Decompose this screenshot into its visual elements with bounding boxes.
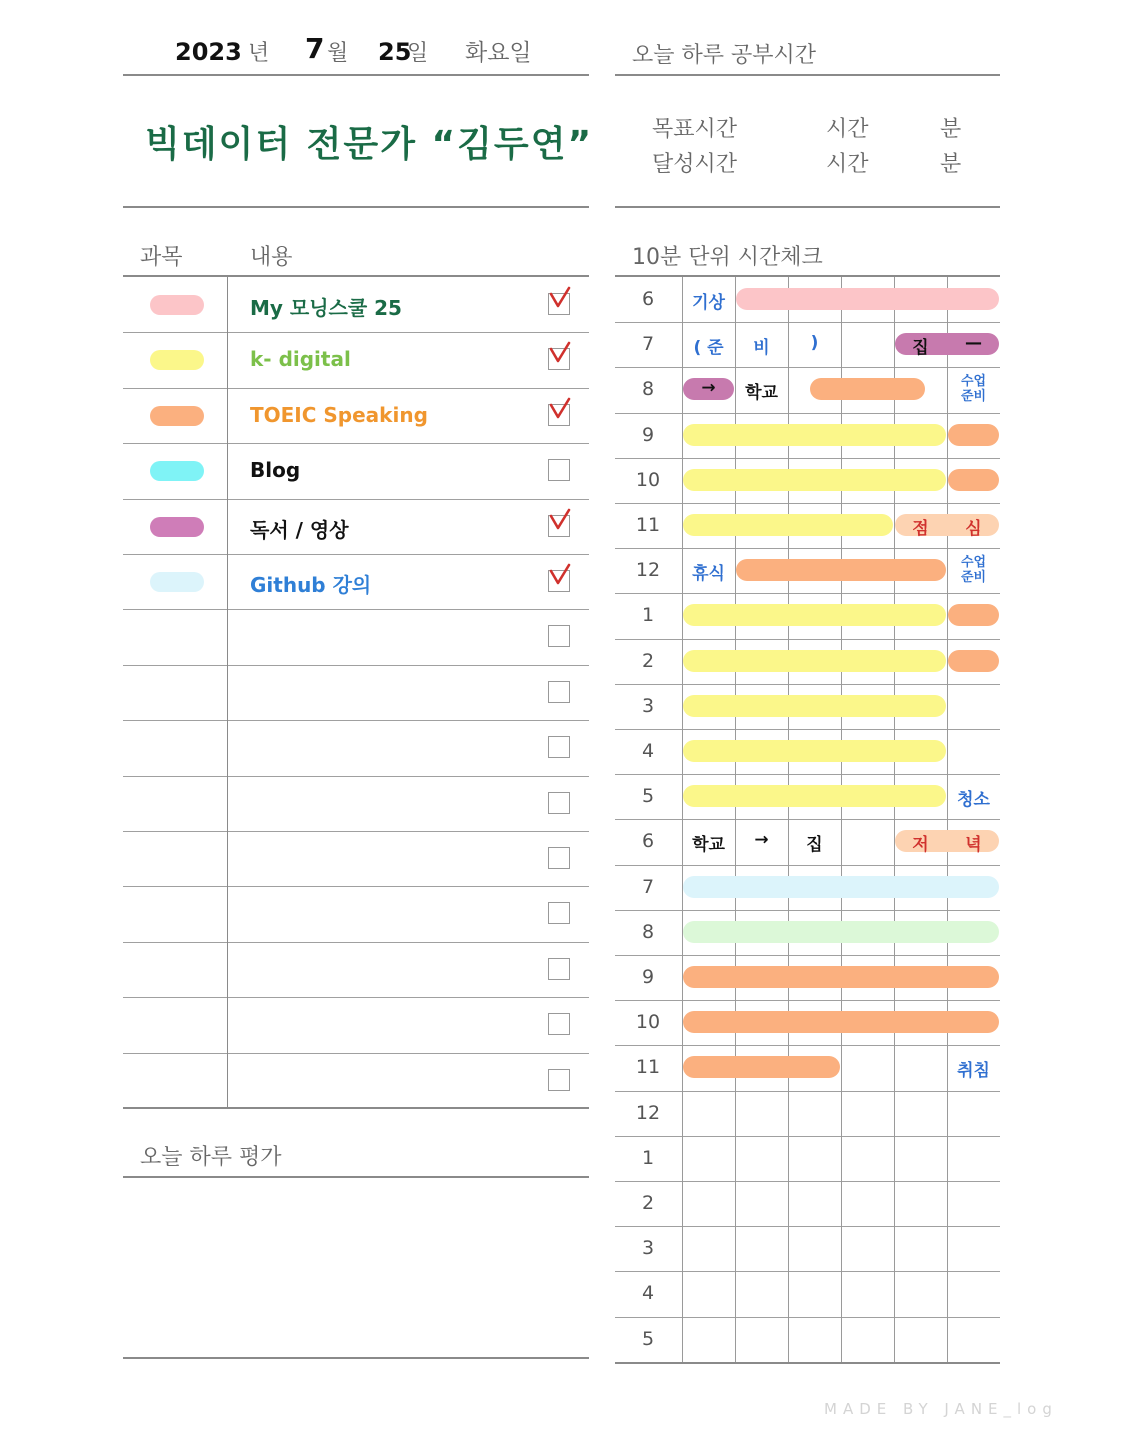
task-checkbox[interactable] [548, 958, 570, 980]
divider [615, 865, 1000, 866]
done-time-label: 달성시간 [652, 152, 738, 177]
hour-label: 12 [635, 1101, 661, 1124]
task-text[interactable]: 독서 / 영상 [250, 517, 349, 542]
done-minute-unit: 분 [940, 152, 962, 177]
time-block [683, 469, 946, 491]
divider [615, 910, 1000, 911]
date-day: 25 [378, 38, 412, 66]
checkmark-icon [547, 508, 573, 534]
task-column-divider [227, 277, 228, 1108]
date-year-unit: 년 [248, 41, 270, 66]
divider [615, 684, 1000, 685]
time-block [948, 604, 999, 626]
time-block [683, 785, 946, 807]
time-note: 기상 [692, 293, 725, 313]
time-block [683, 1011, 999, 1033]
divider [123, 720, 589, 721]
divider [123, 776, 589, 777]
subject-color-swatch [150, 295, 204, 315]
divider [123, 1357, 589, 1359]
hour-label: 7 [641, 333, 655, 356]
divider [123, 1107, 589, 1109]
divider [615, 1091, 1000, 1092]
divider [615, 1362, 1000, 1364]
divider [615, 1226, 1000, 1227]
divider [615, 503, 1000, 504]
divider [615, 955, 1000, 956]
time-note: 휴식 [692, 564, 725, 585]
task-checkbox[interactable] [548, 570, 570, 592]
checkmark-icon [547, 397, 573, 423]
divider [615, 819, 1000, 820]
divider [615, 1136, 1000, 1137]
grid-column-divider [682, 277, 683, 1362]
divider [123, 206, 589, 208]
hour-label: 9 [641, 423, 655, 446]
time-block [683, 650, 946, 672]
review-area[interactable] [123, 1178, 589, 1356]
task-checkbox[interactable] [548, 404, 570, 426]
time-note: 학교 [745, 383, 778, 404]
time-note: 저 [912, 835, 929, 856]
hour-label: 11 [635, 1056, 661, 1079]
divider [615, 729, 1000, 730]
date-month-unit: 월 [327, 41, 349, 66]
subject-color-swatch [150, 350, 204, 370]
goal-hour-unit: 시간 [826, 117, 869, 142]
time-block [683, 514, 893, 536]
goal-time-label: 목표시간 [652, 117, 738, 142]
time-note: 수업 준비 [960, 555, 987, 586]
hour-label: 4 [641, 1282, 655, 1305]
task-checkbox[interactable] [548, 515, 570, 537]
time-block [948, 469, 999, 491]
divider [123, 609, 589, 610]
task-checkbox[interactable] [548, 847, 570, 869]
divider [123, 443, 589, 444]
watermark: MADE BY JANE_log [824, 1400, 1058, 1418]
hour-label: 10 [635, 468, 661, 491]
task-text[interactable]: k- digital [250, 347, 351, 372]
task-checkbox[interactable] [548, 293, 570, 315]
subject-color-swatch [150, 461, 204, 481]
time-note: 집 [806, 835, 823, 856]
hour-label: 3 [641, 694, 655, 717]
checkmark-icon [547, 286, 573, 312]
time-note: 녁 [965, 835, 982, 856]
hour-label: 9 [641, 966, 655, 988]
time-block [948, 424, 999, 446]
divider [123, 74, 589, 76]
task-checkbox[interactable] [548, 902, 570, 924]
divider [615, 639, 1000, 640]
hour-label: 11 [635, 514, 661, 536]
time-block [683, 695, 946, 717]
time-note: 학교 [692, 835, 725, 856]
time-block [683, 1056, 840, 1078]
hour-label: 4 [641, 740, 655, 762]
divider [615, 1181, 1000, 1182]
divider [615, 548, 1000, 549]
hour-label: 10 [635, 1011, 661, 1034]
review-header: 오늘 하루 평가 [140, 1145, 282, 1170]
goal-minute-unit: 분 [940, 117, 962, 142]
hour-label: 2 [641, 649, 655, 672]
date-line [175, 32, 595, 72]
divider [123, 554, 589, 555]
date-weekday: 화요일 [465, 40, 532, 66]
divider [615, 413, 1000, 414]
divider [123, 942, 589, 943]
divider [123, 886, 589, 887]
time-note: → [701, 378, 716, 399]
content-header: 내용 [250, 245, 293, 270]
time-block [683, 604, 946, 626]
divider [615, 458, 1000, 459]
checkmark-icon [547, 563, 573, 589]
hour-label: 6 [641, 830, 655, 853]
task-checkbox[interactable] [548, 1013, 570, 1035]
done-hour-unit: 시간 [826, 152, 869, 177]
time-note: — [965, 333, 982, 354]
divider [615, 74, 1000, 76]
subject-header: 과목 [140, 245, 183, 270]
divider [123, 831, 589, 832]
date-year: 2023 [175, 38, 242, 66]
task-checkbox[interactable] [548, 348, 570, 370]
hour-label: 6 [641, 288, 655, 310]
time-note: 점 [912, 519, 929, 539]
date-month: 7 [305, 32, 325, 65]
time-block [948, 650, 999, 672]
subject-color-swatch [150, 406, 204, 426]
time-block [736, 559, 946, 581]
task-checkbox[interactable] [548, 792, 570, 814]
hour-label: 8 [641, 920, 655, 943]
time-note: ) [810, 333, 819, 354]
divider [615, 1271, 1000, 1272]
study-time-header: 오늘 하루 공부시간 [632, 43, 817, 68]
time-block [683, 740, 946, 762]
subject-color-swatch [150, 517, 204, 537]
time-block [683, 921, 999, 943]
divider [615, 593, 1000, 594]
hour-label: 5 [641, 785, 655, 808]
hour-label: 3 [641, 1237, 655, 1260]
time-note: 취침 [957, 1061, 990, 1082]
task-text[interactable]: TOEIC Speaking [250, 402, 428, 427]
time-block [683, 876, 999, 898]
divider [615, 1000, 1000, 1001]
checkmark-icon [547, 341, 573, 367]
hour-label: 5 [641, 1327, 655, 1350]
time-block [683, 424, 946, 446]
hour-label: 1 [641, 604, 655, 627]
time-note: 심 [965, 519, 982, 539]
task-checkbox[interactable] [548, 1069, 570, 1091]
divider [123, 1053, 589, 1054]
time-block [736, 288, 999, 310]
grid-column-divider [947, 277, 948, 1362]
divider [615, 367, 1000, 368]
page-title: 빅데이터 전문가 “김두연” [145, 124, 594, 165]
time-note: 수업 준비 [960, 374, 987, 405]
timecheck-header: 10분 단위 시간체크 [632, 245, 823, 270]
time-note: ( 준 [693, 338, 724, 359]
divider [123, 499, 589, 500]
time-note: 비 [753, 338, 770, 359]
hour-label: 12 [635, 559, 661, 582]
divider [123, 997, 589, 998]
task-checkbox[interactable] [548, 459, 570, 481]
divider [123, 665, 589, 666]
divider [615, 322, 1000, 323]
task-checkbox[interactable] [548, 681, 570, 703]
hour-label: 8 [641, 378, 655, 401]
time-block [810, 378, 925, 400]
divider [615, 774, 1000, 775]
task-checkbox[interactable] [548, 625, 570, 647]
task-text[interactable]: Blog [250, 458, 301, 483]
hour-label: 2 [641, 1192, 655, 1214]
subject-color-swatch [150, 572, 204, 592]
time-block [683, 966, 999, 988]
divider [615, 275, 1000, 277]
task-text[interactable]: Github 강의 [250, 573, 372, 597]
divider [615, 1045, 1000, 1046]
time-note: → [754, 830, 769, 851]
task-checkbox[interactable] [548, 736, 570, 758]
divider [615, 206, 1000, 208]
divider [123, 388, 589, 389]
divider [123, 275, 589, 277]
hour-label: 1 [641, 1146, 655, 1169]
divider [123, 332, 589, 333]
hour-label: 7 [641, 875, 655, 898]
time-note: 청소 [957, 790, 990, 811]
date-day-unit: 일 [407, 41, 429, 66]
time-note: 집 [912, 338, 929, 359]
divider [615, 1317, 1000, 1318]
task-text[interactable]: My 모닝스쿨 25 [250, 296, 402, 320]
